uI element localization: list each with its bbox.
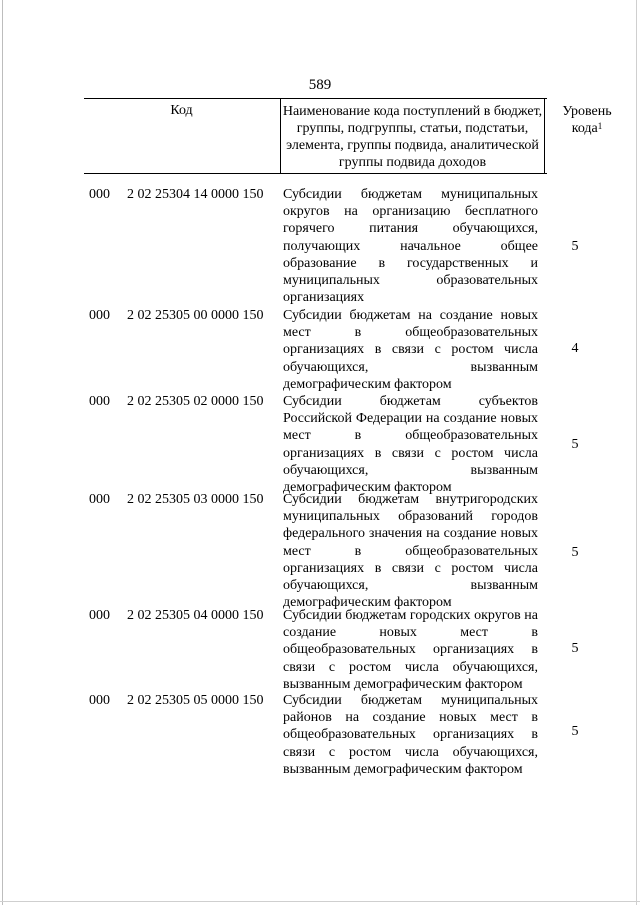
- row-level: 5: [571, 545, 579, 560]
- row-prefix: 000: [89, 394, 110, 409]
- row-name: Субсидии бюджетам муниципальных районов на создание новых мест в общеобразовательных организациях в связи с ростом числа обучающихся, вызванным демографическим фактором: [283, 693, 538, 777]
- row-prefix: 000: [89, 492, 110, 507]
- row-name: Субсидии бюджетам внутригородских муниципальных образований городов федерального значения на создание новых мест в общеобразовательных организациях в связи с ростом числа обучающихся, вызванным демографическим фактором: [283, 492, 538, 611]
- row-code: 2 02 25305 00 0000 150: [127, 308, 264, 323]
- row-code: 2 02 25305 04 0000 150: [127, 608, 264, 623]
- row-prefix: 000: [89, 608, 110, 623]
- row-code: 2 02 25305 02 0000 150: [127, 394, 264, 409]
- row-code: 2 02 25304 14 0000 150: [127, 187, 264, 202]
- page-edge-left: [2, 0, 3, 905]
- row-level: 5: [571, 724, 579, 739]
- page-edge-right: [636, 0, 637, 905]
- row-name: Субсидии бюджетам на создание новых мест в общеобразовательных организациях в связи с ростом числа обучающихся, вызванным демографическим фактором: [283, 308, 538, 392]
- header-level-label: Уровень кода: [562, 104, 612, 136]
- row-name: Субсидии бюджетам муниципальных округов на организацию бесплатного горячего питания обучающихся, получающих начальное общее образование в государственных и муниципальных образовательных организациях: [283, 187, 538, 306]
- header-code: Код: [170, 103, 193, 118]
- row-level: 5: [571, 437, 579, 452]
- header-level-footnote: 1: [597, 121, 603, 131]
- row-level: 4: [571, 341, 579, 356]
- header-level: [546, 103, 628, 137]
- row-code: 2 02 25305 05 0000 150: [127, 693, 264, 708]
- page-number: 589: [308, 77, 332, 93]
- row-code: 2 02 25305 03 0000 150: [127, 492, 264, 507]
- row-level: 5: [571, 641, 579, 656]
- row-level: 5: [571, 239, 579, 254]
- row-name: Субсидии бюджетам городских округов на создание новых мест в общеобразовательных организациях в связи с ростом числа обучающихся, вызванным демографическим фактором: [283, 608, 538, 692]
- row-name: Субсидии бюджетам субъектов Российской Федерации на создание новых мест в общеобразовательных организациях в связи с ростом числа обучающихся, вызванным демографическим фактором: [283, 394, 538, 496]
- header-name: Наименование кода поступлений в бюджет, группы, подгруппы, статьи, подстатьи, элемента, группы подвида, аналитической группы подвида доходов: [280, 99, 545, 173]
- row-prefix: 000: [89, 187, 110, 202]
- table-header: [84, 98, 612, 174]
- page-edge-bottom: [0, 901, 640, 902]
- row-prefix: 000: [89, 693, 110, 708]
- row-prefix: 000: [89, 308, 110, 323]
